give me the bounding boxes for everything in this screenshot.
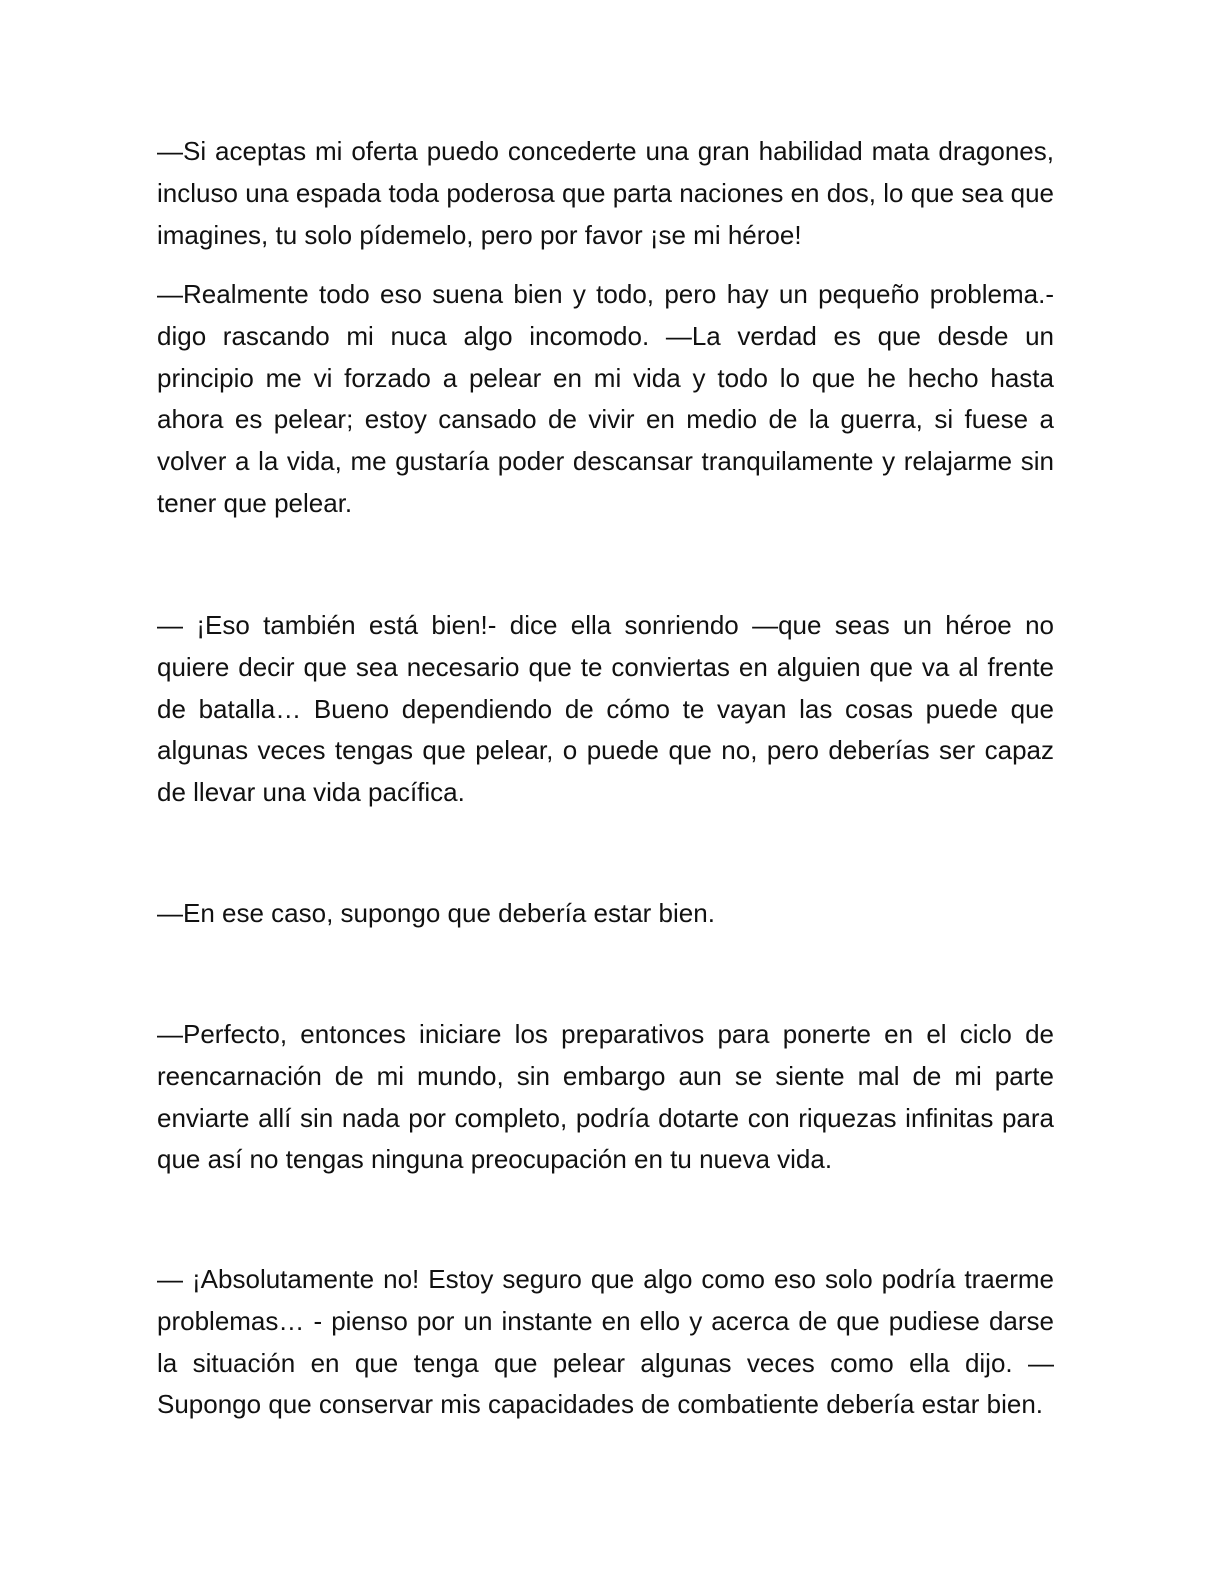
paragraph-6: — ¡Absolutamente no! Estoy seguro que algo como eso solo podría traerme problemas… - pienso por un instante en ello y acerca de que pudiese darse la situación en que tenga que pelear algunas veces como ella dijo. —Supongo que conservar mis capacidades de combatiente debería estar bien.	[157, 1264, 1054, 1420]
paragraph-5: —Perfecto, entonces iniciare los preparativos para ponerte en el ciclo de reencarnación de mi mundo, sin embargo aun se siente mal de mi parte enviarte allí sin nada por completo, podría dotarte con riquezas infinitas para que así no tengas ninguna preocupación en tu nueva vida.	[157, 1019, 1054, 1175]
paragraph-3: — ¡Eso también está bien!- dice ella sonriendo —que seas un héroe no quiere decir que sea necesario que te conviertas en alguien que va al frente de batalla… Bueno dependiendo de cómo te vayan las cosas puede que algunas veces tengas que pelear, o puede que no, pero deberías ser capaz de llevar una vida pacífica.	[157, 610, 1054, 808]
paragraph-2: —Realmente todo eso suena bien y todo, pero hay un pequeño problema.- digo rascando mi nuca algo incomodo. —La verdad es que desde un principio me vi forzado a pelear en mi vida y todo lo que he hecho hasta ahora es pelear; estoy cansado de vivir en medio de la guerra, si fuese a volver a la vida, me gustaría poder descansar tranquilamente y relajarme sin tener que pelear.	[157, 279, 1054, 518]
paragraph-1: —Si aceptas mi oferta puedo concederte una gran habilidad mata dragones, incluso una espada toda poderosa que parta naciones en dos, lo que sea que imagines, tu solo pídemelo, pero por favor ¡se mi héroe!	[157, 136, 1054, 250]
paragraph-4: —En ese caso, supongo que debería estar bien.	[157, 898, 715, 928]
